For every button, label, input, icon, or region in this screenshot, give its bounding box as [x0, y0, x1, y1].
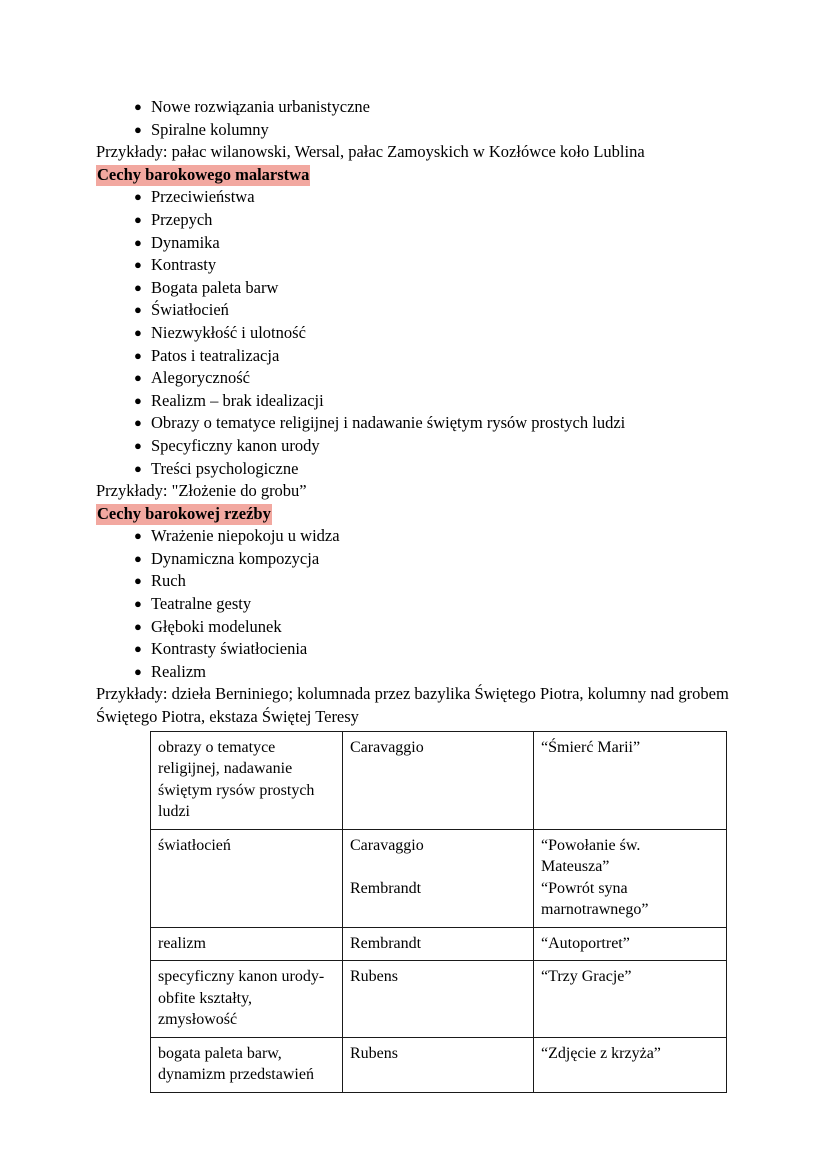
cell-text-line: “Zdjęcie z krzyża” [541, 1044, 661, 1062]
bullet-glyph-icon: ● [134, 618, 142, 634]
list-item-label: Teatralne gesty [151, 594, 252, 614]
cell-feature: realizm [151, 927, 343, 961]
list-item-label: Patos i teatralizacja [151, 345, 280, 365]
bullet-glyph-icon: ● [134, 641, 142, 657]
list-item [96, 593, 732, 616]
baroque-painting-table [150, 731, 727, 1093]
bullet-glyph-icon: ● [134, 99, 142, 114]
table-container [96, 731, 732, 1093]
list-item [96, 525, 732, 548]
list-item-label: Realizm [151, 661, 206, 681]
bullet-glyph-icon: ● [134, 189, 142, 205]
cell-text-line: marnotrawnego” [541, 901, 649, 919]
bullet-glyph-icon: ● [134, 121, 142, 137]
cell-text-line: “Autoportret” [541, 934, 630, 952]
bullet-glyph-icon: ● [134, 550, 142, 566]
cell-works [534, 829, 727, 927]
list-item-label: Alegoryczność [151, 368, 250, 388]
list-item [96, 661, 732, 684]
bullet-glyph-icon: ● [134, 460, 142, 476]
cell-artist [343, 961, 534, 1038]
list-item-label: Światłocień [151, 300, 229, 320]
cell-text-line: Rembrandt [350, 934, 422, 952]
cell-text-line: Rembrandt [350, 879, 422, 897]
list-item-label: Obrazy o tematyce religijnej i nadawanie świętym rysów prostych ludzi [151, 413, 626, 433]
examples-paragraph-painting: Przykłady: "Złożenie do grobu” [96, 481, 307, 501]
cell-text-line: Rubens [350, 968, 398, 986]
bullet-glyph-icon: ● [134, 370, 142, 386]
list-item [96, 638, 732, 661]
list-item-label: Spiralne kolumny [151, 119, 269, 139]
bullet-glyph-icon: ● [134, 415, 142, 431]
bullet-glyph-icon: ● [134, 324, 142, 340]
list-item [96, 254, 732, 277]
bullet-glyph-icon: ● [134, 528, 142, 544]
list-item-label: Specyficzny kanon urody [151, 435, 320, 455]
list-item-label: Bogata paleta barw [151, 277, 279, 297]
cell-works [534, 961, 727, 1038]
cell-text-line: Mateusza” [541, 858, 610, 876]
cell-text-line: Rubens [350, 1044, 398, 1062]
list-item [96, 345, 732, 368]
cell-text-line: Caravaggio [350, 836, 424, 854]
cell-text-line: “Śmierć Marii” [541, 738, 641, 756]
bullet-glyph-icon: ● [134, 663, 142, 679]
cell-artist [343, 1037, 534, 1092]
table-row [151, 961, 727, 1038]
cell-artist [343, 829, 534, 927]
table-row [151, 829, 727, 927]
cell-text-line: “Powrót syna [541, 879, 628, 897]
cell-artist [343, 731, 534, 829]
list-item-label: Wrażenie niepokoju u widza [151, 526, 340, 546]
cell-text-line: Caravaggio [350, 738, 424, 756]
bullet-glyph-icon: ● [134, 211, 142, 227]
bullet-glyph-icon: ● [134, 347, 142, 363]
highlighted-heading-text: Cechy barokowego malarstwa [97, 164, 310, 184]
cell-feature: obrazy o tematyce religijnej, nadawanie świętym rysów prostych ludzi [151, 731, 343, 829]
list-item-label: Kontrasty światłocienia [151, 639, 308, 659]
cell-works [534, 1037, 727, 1092]
table-row [151, 731, 727, 829]
list-item-label: Niezwykłość i ulotność [151, 322, 306, 342]
cell-feature: specyficzny kanon urody- obfite kształty, zmysłowość [151, 961, 343, 1038]
list-item [96, 570, 732, 593]
bullet-list-architecture [96, 96, 732, 141]
section-heading-sculpture [96, 503, 732, 526]
cell-feature: bogata paleta barw, dynamizm przedstawień [151, 1037, 343, 1092]
list-item [96, 186, 732, 209]
list-item [96, 458, 732, 481]
list-item [96, 96, 732, 119]
list-item-label: Realizm – brak idealizacji [151, 390, 324, 410]
cell-text-line: “Powołanie św. [541, 836, 641, 854]
bullet-glyph-icon: ● [134, 302, 142, 318]
examples-paragraph-sculpture: Przykłady: dzieła Berniniego; kolumnada przez bazylika Świętego Piotra, kolumny nad grobem Świętego Piotra, ekstaza Świętej Teresy [96, 684, 729, 727]
bullet-glyph-icon: ● [134, 234, 142, 250]
list-item-label: Przeciwieństwa [151, 187, 255, 207]
cell-blank-line [350, 856, 526, 878]
list-item-label: Przepych [151, 209, 213, 229]
list-item-label: Dynamika [151, 232, 220, 252]
list-item [96, 412, 732, 435]
list-item [96, 119, 732, 142]
bullet-list-painting [96, 186, 732, 480]
bullet-glyph-icon: ● [134, 596, 142, 612]
list-item-label: Kontrasty [151, 255, 217, 275]
list-item-label: Głęboki modelunek [151, 616, 282, 636]
highlighted-heading-text: Cechy barokowej rzeźby [97, 503, 271, 523]
examples-paragraph-architecture: Przykłady: pałac wilanowski, Wersal, pałac Zamoyskich w Kozłówce koło Lublina [96, 142, 645, 162]
list-item [96, 299, 732, 322]
bullet-glyph-icon: ● [134, 257, 142, 273]
section-heading-painting [96, 164, 732, 187]
list-item [96, 209, 732, 232]
list-item [96, 277, 732, 300]
bullet-glyph-icon: ● [134, 437, 142, 453]
list-item [96, 232, 732, 255]
bullet-glyph-icon: ● [134, 573, 142, 589]
table-row [151, 1037, 727, 1092]
cell-works [534, 731, 727, 829]
document-body [96, 96, 732, 1093]
list-item [96, 548, 732, 571]
cell-feature: światłocień [151, 829, 343, 927]
list-item [96, 322, 732, 345]
cell-works [534, 927, 727, 961]
bullet-glyph-icon: ● [134, 279, 142, 295]
list-item-label: Nowe rozwiązania urbanistyczne [151, 97, 370, 116]
list-item-label: Ruch [151, 571, 186, 591]
list-item-label: Dynamiczna kompozycja [151, 548, 320, 568]
cell-text-line: “Trzy Gracje” [541, 968, 632, 986]
list-item [96, 390, 732, 413]
bullet-glyph-icon: ● [134, 392, 142, 408]
list-item-label: Treści psychologiczne [151, 458, 299, 478]
cell-artist [343, 927, 534, 961]
list-item [96, 616, 732, 639]
table-row [151, 927, 727, 961]
list-item [96, 435, 732, 458]
bullet-list-sculpture [96, 525, 732, 683]
list-item [96, 367, 732, 390]
